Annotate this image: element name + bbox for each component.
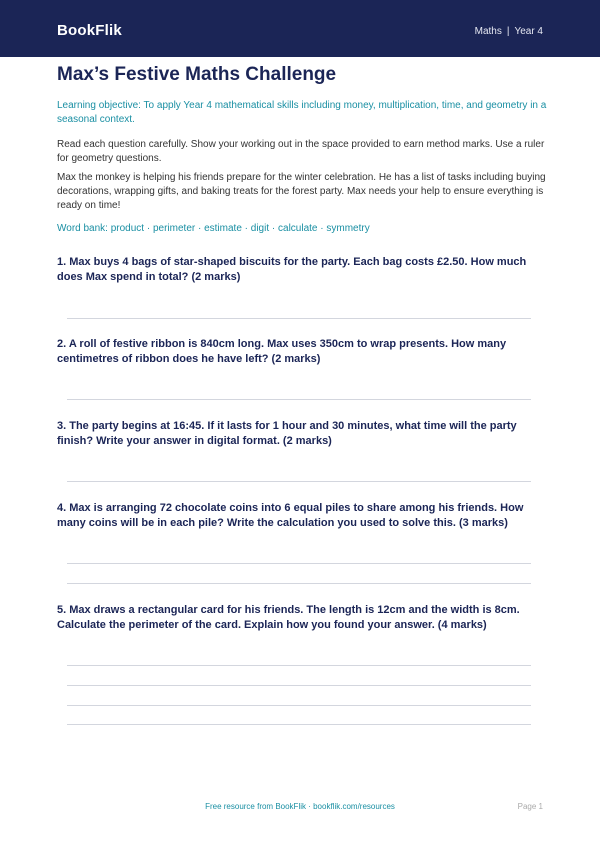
word-bank: Word bank: product · perimeter · estimate · digit · calculate · symmetry xyxy=(57,223,370,234)
answer-line[interactable] xyxy=(67,563,531,564)
answer-line[interactable] xyxy=(67,724,531,725)
learning-objective: Learning objective: To apply Year 4 mathematical skills including money, multiplication, time, and geometry in a seasonal context. xyxy=(57,100,547,125)
page-number: Page 1 xyxy=(517,802,543,811)
brand-logo[interactable]: BookFlik xyxy=(57,22,122,39)
answer-line[interactable] xyxy=(67,665,531,666)
question-5: 5. Max draws a rectangular card for his friends. The length is 12cm and the width is 8cm. Calculate the perimeter of the card. Explain how you found your answer. (4 marks) xyxy=(57,604,520,631)
question-4: 4. Max is arranging 72 chocolate coins into 6 equal piles to share among his friends. How many coins will be in each pile? Write the calculation you used to solve this. (3 marks) xyxy=(57,502,524,529)
answer-line[interactable] xyxy=(67,705,531,706)
page-title: Max’s Festive Maths Challenge xyxy=(57,64,337,85)
question-1: 1. Max buys 4 bags of star-shaped biscuits for the party. Each bag costs £2.50. How much does Max spend in total? (2 marks) xyxy=(57,256,527,283)
answer-line[interactable] xyxy=(67,399,531,400)
breadcrumb xyxy=(475,26,543,37)
answer-line[interactable] xyxy=(67,685,531,686)
question-2: 2. A roll of festive ribbon is 840cm long. Max uses 350cm to wrap presents. How many centimetres of ribbon does he have left? (2 marks) xyxy=(57,338,507,365)
breadcrumb-separator: | xyxy=(506,26,510,37)
footer-credit[interactable]: Free resource from BookFlik · bookflik.com/resources xyxy=(205,802,395,811)
answer-line[interactable] xyxy=(67,481,531,482)
instructions-text: Read each question carefully. Show your working out in the space provided to earn method marks. Use a ruler for geometry questions. xyxy=(57,139,545,164)
breadcrumb-year: Year 4 xyxy=(514,26,543,37)
breadcrumb-subject: Maths xyxy=(474,26,502,37)
question-3: 3. The party begins at 16:45. If it lasts for 1 hour and 30 minutes, what time will the party finish? Write your answer in digital format. (2 marks) xyxy=(57,420,517,447)
answer-line[interactable] xyxy=(67,318,531,319)
answer-line[interactable] xyxy=(67,583,531,584)
header-bar xyxy=(0,0,600,57)
story-text: Max the monkey is helping his friends prepare for the winter celebration. He has a list of tasks including buying decorations, wrapping gifts, and baking treats for the forest party. Max needs your help to ensure everything is ready on time! xyxy=(57,172,546,211)
